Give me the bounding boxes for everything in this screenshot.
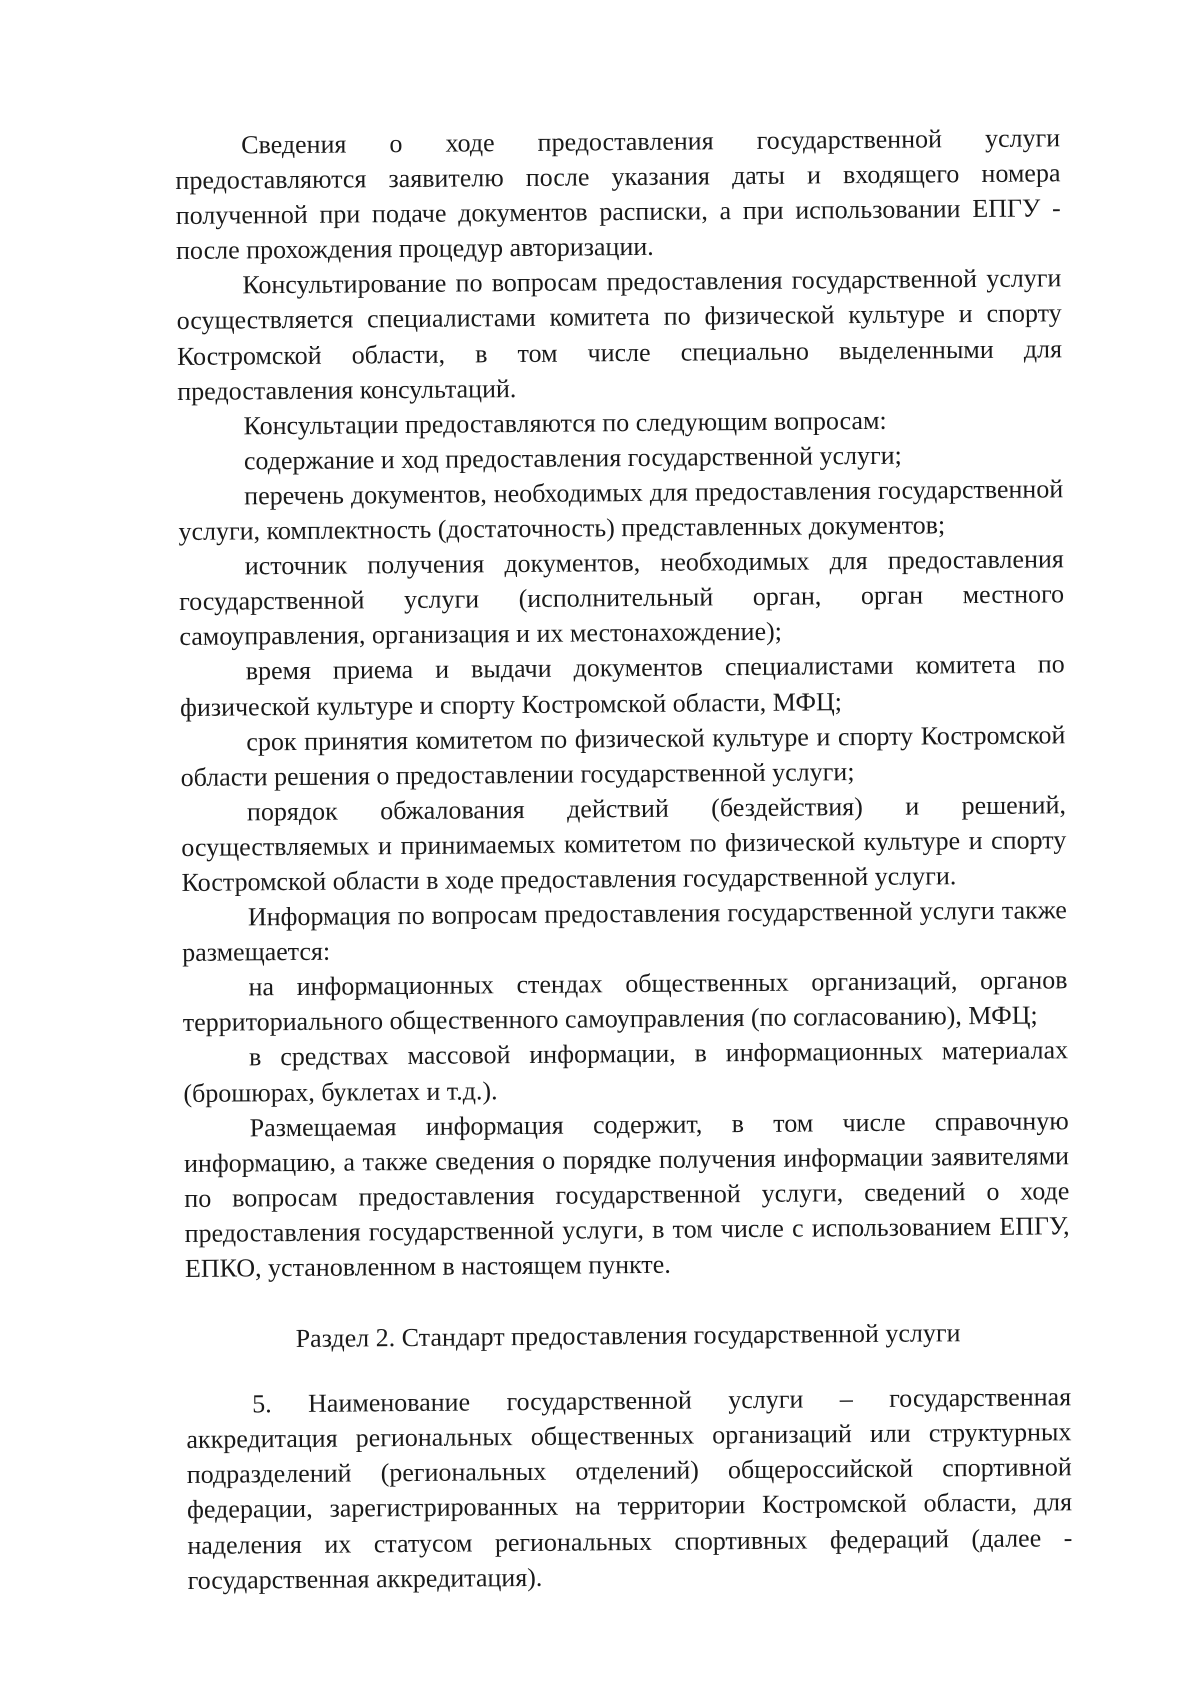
paragraph-info-placement: Информация по вопросам предоставления государственной услуги также размещается: bbox=[182, 895, 1067, 968]
list-item-content-and-progress: содержание и ход предоставления государственной услуги; bbox=[243, 440, 902, 476]
paragraph-posted-info: Размещаемая информация содержит, в том числе справочную информацию, а также сведения о порядке получения информации заявителями по вопросам предоставления государственной услуги, сведений о ходе предоставления государственной услуги, в том числе с использованием ЕПГУ, ЕПКО, установленном в настоящем пункте. bbox=[183, 1105, 1070, 1283]
list-item-mass-media: в средствах массовой информации, в информационных материалах (брошюрах, буклетах и т.д.). bbox=[183, 1035, 1069, 1108]
document-page bbox=[175, 120, 1073, 1597]
list-item-decision-term: срок принятия комитетом по физической культуре и спорту Костромской области решения о предоставлении государственной услуги; bbox=[180, 719, 1066, 792]
list-item-info-stands: на информационных стендах общественных организаций, органов территориального общественного самоуправления (по согласованию), МФЦ; bbox=[182, 965, 1068, 1038]
paragraph-consulting: Консультирование по вопросам предоставления государственной услуги осуществляется специалистами комитета по физической культуре и спорту Костромской области, в том числе специально выделенными для предоставления консультаций. bbox=[176, 263, 1063, 406]
paragraph-consultation-topics: Консультации предоставляются по следующим вопросам: bbox=[243, 405, 887, 441]
list-item-document-list: перечень документов, необходимых для предоставления государственной услуги, комплектность (достаточность) представленных документов; bbox=[178, 474, 1064, 547]
paragraph-status-info: Сведения о ходе предоставления государственной услуги предоставляются заявителю после указания даты и входящего номера полученной при подаче документов расписки, а при использовании ЕПГУ - после прохождения процедур авторизации. bbox=[175, 123, 1061, 266]
list-item-appeal-procedure: порядок обжалования действий (бездействия) и решений, осуществляемых и принимаемых комитетом по физической культуре и спорту Костромской области в ходе предоставления государственной услуги. bbox=[181, 790, 1067, 897]
list-item-reception-time: время приема и выдачи документов специалистами комитета по физической культуре и спорту Костромской области, МФЦ; bbox=[179, 649, 1065, 722]
list-item-document-source: источник получения документов, необходимых для предоставления государственной услуги (исполнительный орган, орган местного самоуправления, организация и их местонахождение); bbox=[179, 544, 1065, 652]
section-heading: Раздел 2. Стандарт предоставления государственной услуги bbox=[295, 1318, 961, 1354]
paragraph-item-5: 5. Наименование государственной услуги – государственная аккредитация региональных общественных организаций или структурных подразделений (региональных отделений) общероссийской спортивной федерации, зарегистрированных на территории Костромской области, для наделения их статусом региональных спортивных федераций (далее - государственная аккредитация). bbox=[186, 1382, 1073, 1595]
